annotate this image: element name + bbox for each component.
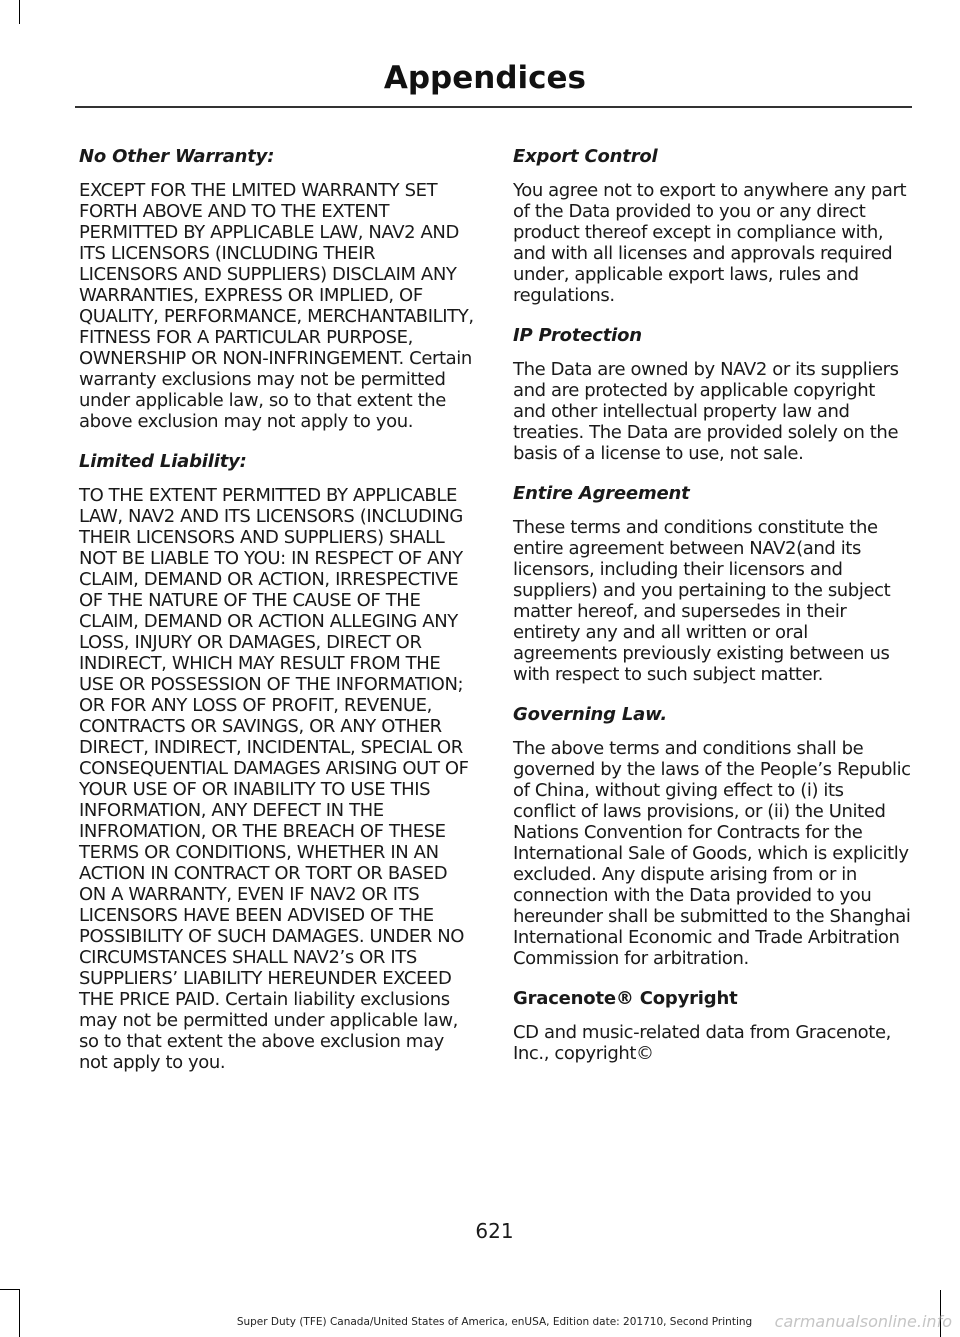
section-body-gracenote-copyright: CD and music-related data from Gracenote, Inc., copyright©: [513, 1022, 891, 1064]
section-body-limited-liability: TO THE EXTENT PERMITTED BY APPLICABLE LAW, NAV2 AND ITS LICENSORS (INCLUDING THEIR LICENSORS AND SUPPLIERS) SHALL NOT BE LIABLE TO YOU: IN RESPECT OF ANY CLAIM, DEMAND OR ACTION, IRRESPECTIVE OF THE NATURE OF THE CAUSE OF THE CLAIM, DEMAND OR ACTION ALLEGING ANY LOSS, INJURY OR DAMAGES, DIRECT OR INDIRECT, WHICH MAY RESULT FROM THE USE OR POSSESSION OF THE INFORMATION; OR FOR ANY LOSS OF PROFIT, REVENUE, CONTRACTS OR SAVINGS, OR ANY OTHER DIRECT, INDIRECT, INCIDENTAL, SPECIAL OR CONSEQUENTIAL DAMAGES ARISING OUT OF YOUR USE OF OR INABILITY TO USE THIS INFORMATION, ANY DEFECT IN THE INFROMATION, OR THE BREACH OF THESE TERMS OR CONDITIONS, WHETHER IN AN ACTION IN CONTRACT OR TORT OR BASED ON A WARRANTY, EVEN IF NAV2 OR ITS LICENSORS HAVE BEEN ADVISED OF THE POSSIBILITY OF SUCH DAMAGES. UNDER NO CIRCUMSTANCES SHALL NAV2’s OR ITS SUPPLIERS’ LIABILITY HEREUNDER EXCEED THE PRICE PAID. Certain liability exclusions may not be permitted under applicable law, so to that extent the above exclusion may not apply to you.: [79, 485, 469, 1073]
section-heading-limited-liability: Limited Liability:: [79, 451, 247, 472]
left-column: [79, 146, 477, 1092]
crop-mark-bottom-left-h: [0, 1289, 20, 1290]
section-heading-no-other-warranty: No Other Warranty:: [79, 146, 275, 167]
watermark: carmanualsonline.info: [774, 1312, 952, 1331]
section-heading-entire-agreement: Entire Agreement: [513, 483, 690, 504]
section-heading-gracenote-copyright: Gracenote® Copyright: [513, 988, 738, 1009]
header-divider: [75, 106, 912, 108]
section-body-governing-law: The above terms and conditions shall be governed by the laws of the People’s Republic of China, without giving effect to (i) its conflict of laws provisions, or (ii) the United Nations Convention for Contracts for the International Sale of Goods, which is explicitly excluded. Any dispute arising from or in connection with the Data provided to you hereunder shall be submitted to the Shanghai International Economic and Trade Arbitration Commission for arbitration.: [513, 738, 911, 969]
section-body-ip-protection: The Data are owned by NAV2 or its suppliers and are protected by applicable copyright and other intellectual property law and treaties. The Data are provided solely on the basis of a license to use, not sale.: [513, 359, 899, 464]
crop-mark-top-left: [19, 0, 20, 24]
right-column: [513, 146, 911, 1083]
page-title: Appendices: [383, 60, 586, 96]
section-body-export-control: You agree not to export to anywhere any part of the Data provided to you or any direct product thereof except in compliance with, and with all licenses and approvals required under, applicable export laws, rules and regulations.: [513, 180, 907, 306]
section-body-entire-agreement: These terms and conditions constitute the entire agreement between NAV2(and its licensors, including their licensors and suppliers) and you pertaining to the subject matter hereof, and supersedes in their entirety any and all written or oral agreements previously existing between us with respect to such subject matter.: [513, 517, 891, 685]
section-body-no-other-warranty: EXCEPT FOR THE LMITED WARRANTY SET FORTH ABOVE AND TO THE EXTENT PERMITTED BY APPLICABLE LAW, NAV2 AND ITS LICENSORS (INCLUDING THEIR LICENSORS AND SUPPLIERS) DISCLAIM ANY WARRANTIES, EXPRESS OR IMPLIED, OF QUALITY, PERFORMANCE, MERCHANTABILITY, FITNESS FOR A PARTICULAR PURPOSE, OWNERSHIP OR NON-INFRINGEMENT. Certain warranty exclusions may not be permitted under applicable law, so to that extent the above exclusion may not apply to you.: [79, 180, 474, 432]
footer-edition-line: Super Duty (TFE) Canada/United States of America, enUSA, Edition date: 201710, Second Printing: [236, 1316, 753, 1328]
section-heading-ip-protection: IP Protection: [513, 325, 642, 346]
page-number: 621: [475, 1219, 514, 1243]
section-heading-governing-law: Governing Law.: [513, 704, 668, 725]
section-heading-export-control: Export Control: [513, 146, 658, 167]
